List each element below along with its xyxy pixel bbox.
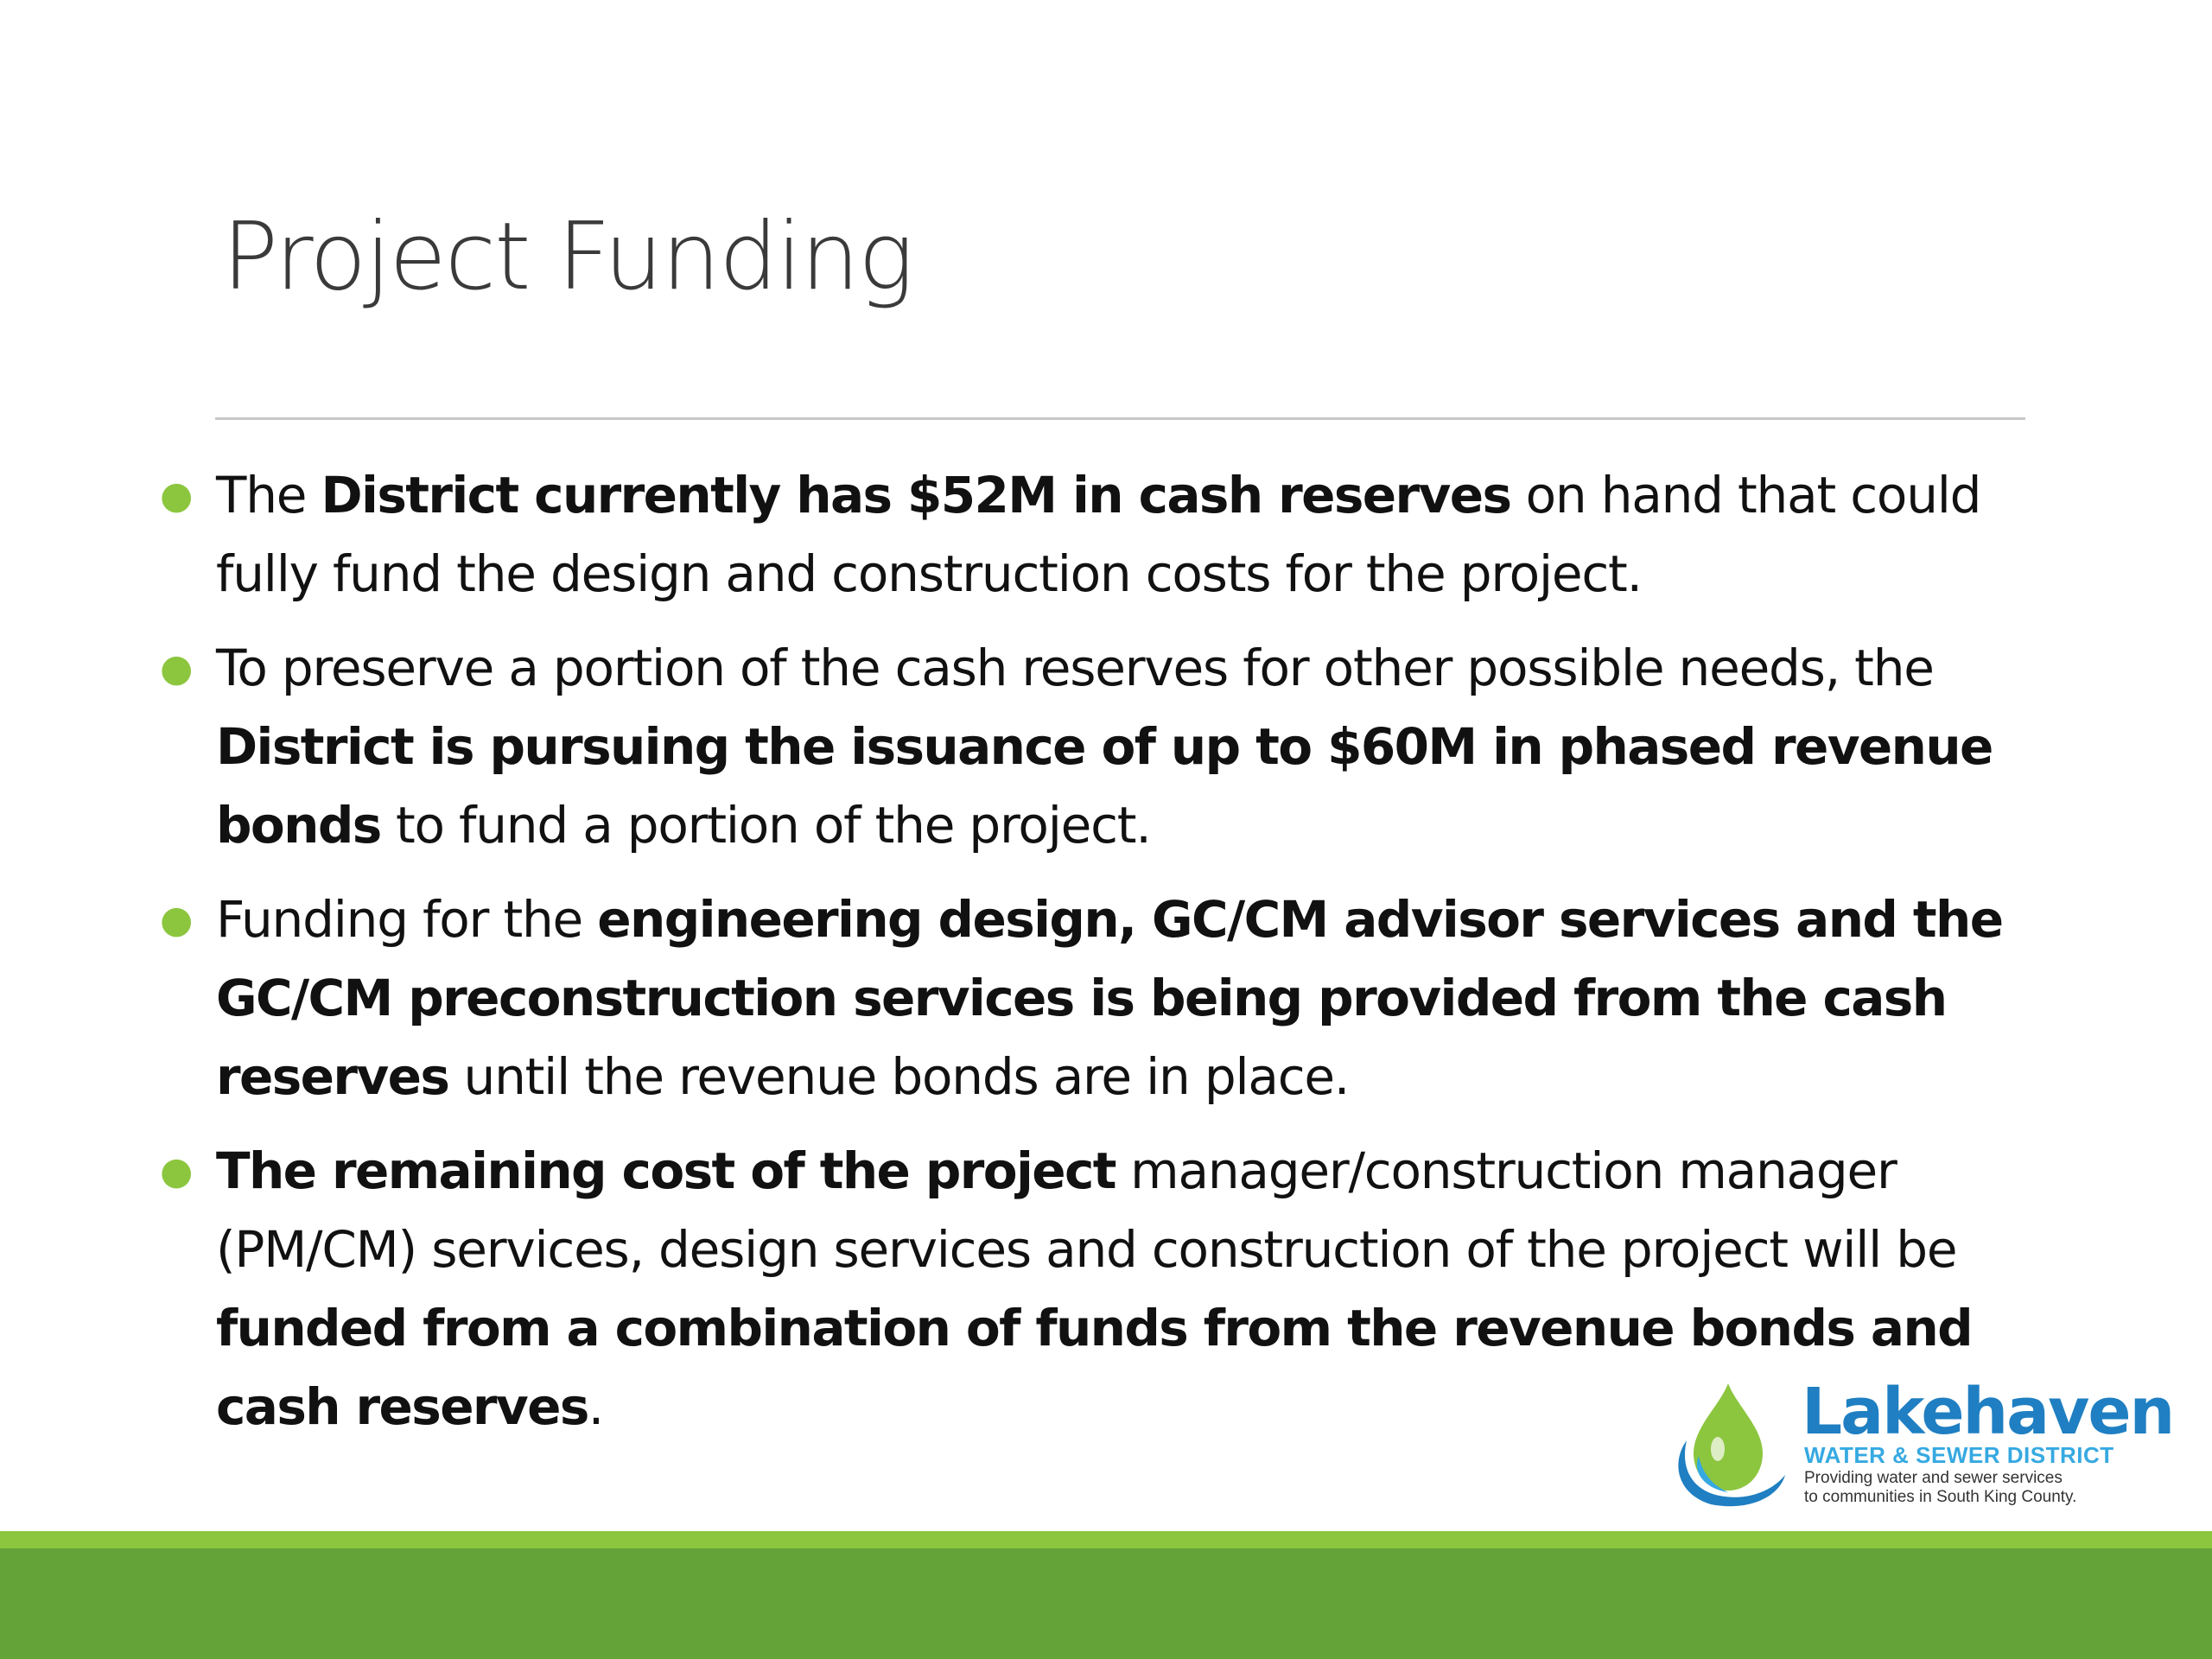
bullet-item xyxy=(160,880,2009,1116)
bullet-item xyxy=(160,629,2009,865)
bullet-text: . xyxy=(588,1377,604,1436)
title-divider xyxy=(215,417,2025,420)
bullet-text: To preserve a portion of the cash reserves for other possible needs, the xyxy=(216,639,1934,697)
bullet-dot-icon: ● xyxy=(160,1149,193,1193)
logo-tagline-line: to communities in South King County. xyxy=(1804,1488,2077,1506)
bullet-text-bold: engineering design, GC/CM advisor services and the GC/CM preconstruction services is being provided from the cash reserves xyxy=(216,890,2003,1106)
bullet-text: to fund a portion of the project. xyxy=(380,796,1151,855)
bullet-text: manager/construction manager (PM/CM) services, design services and construction of the project will be xyxy=(216,1141,1957,1279)
water-drop-icon xyxy=(1668,1380,1789,1510)
bullet-text: until the revenue bonds are in place. xyxy=(448,1047,1350,1106)
bullet-text-bold: District currently has $52M in cash reserves xyxy=(321,466,1511,524)
bullet-text: The xyxy=(216,466,321,524)
bullet-text-bold: District is pursuing the issuance of up to $60M in phased revenue bonds xyxy=(216,717,1993,855)
bullet-text: on hand that could fully fund the design and construction costs for the project. xyxy=(216,466,1981,603)
bullet-dot-icon: ● xyxy=(160,646,193,690)
logo-name: Lakehaven xyxy=(1802,1375,2174,1449)
slide-title: Project Funding xyxy=(222,203,912,311)
logo-subtitle: WATER & SEWER DISTRICT xyxy=(1804,1442,2114,1468)
bullet-list xyxy=(160,456,2009,1462)
bullet-item xyxy=(160,456,2009,613)
bullet-dot-icon: ● xyxy=(160,898,193,942)
footer-band-light xyxy=(0,1531,2212,1548)
lakehaven-logo xyxy=(1668,1375,2195,1518)
logo-tagline xyxy=(1804,1469,2076,1507)
bullet-text: Funding for the xyxy=(216,890,598,949)
bullet-text-bold: funded from a combination of funds from the revenue bonds and cash reserves xyxy=(216,1299,1973,1436)
logo-tagline-line: Providing water and sewer services xyxy=(1804,1469,2063,1487)
footer-band-dark xyxy=(0,1548,2212,1659)
bullet-text-bold: The remaining cost of the project xyxy=(216,1141,1116,1200)
bullet-dot-icon: ● xyxy=(160,474,193,518)
